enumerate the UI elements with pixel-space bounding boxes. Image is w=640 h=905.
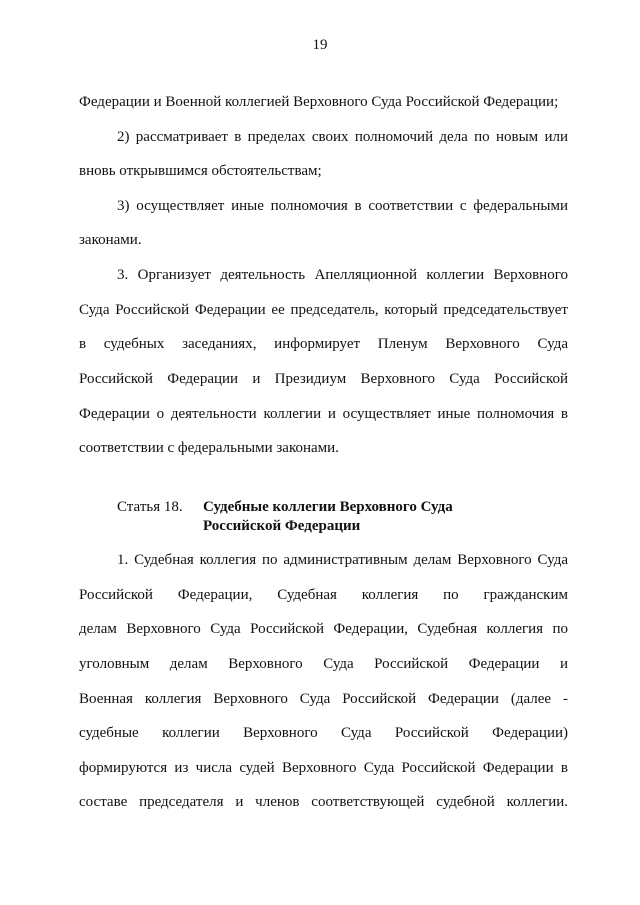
text-line: 2) рассматривает в пределах своих полномочий дела по новым или: [117, 129, 568, 145]
text-line: делам Верховного Суда Российской Федерации, Судебная коллегия по: [79, 621, 568, 637]
article-label: Статья 18.: [117, 499, 183, 515]
text-line: Российской Федерации и Президиум Верховного Суда Российской: [79, 371, 568, 387]
text-line: Российской Федерации, Судебная коллегия по гражданским: [79, 587, 568, 603]
text-line: Федерации и Военной коллегией Верховного Суда Российской Федерации;: [79, 94, 559, 110]
text-line: в судебных заседаниях, информирует Пленум Верховного Суда: [79, 336, 568, 352]
text-line: судебные коллегии Верховного Суда Российской Федерации): [79, 725, 568, 741]
text-line: 3) осуществляет иные полномочия в соответствии с федеральными: [117, 198, 568, 214]
text-line: законами.: [79, 232, 142, 248]
text-line: уголовным делам Верховного Суда Российской Федерации и: [79, 656, 568, 672]
page-number: 19: [312, 37, 328, 53]
text-line: Военная коллегия Верховного Суда Российской Федерации (далее -: [79, 691, 568, 707]
text-line: 1. Судебная коллегия по административным делам Верховного Суда: [117, 552, 568, 568]
text-line: Федерации о деятельности коллегии и осуществляет иные полномочия в: [79, 406, 568, 422]
text-line: составе председателя и членов соответствующей судебной коллегии.: [79, 794, 568, 810]
text-line: вновь открывшимся обстоятельствам;: [79, 163, 322, 179]
text-line: соответствии с федеральными законами.: [79, 440, 339, 456]
text-line: формируются из числа судей Верховного Суда Российской Федерации в: [79, 760, 568, 776]
text-line: Суда Российской Федерации ее председатель, который председательствует: [79, 302, 568, 318]
article-title-line2: Российской Федерации: [203, 518, 361, 534]
text-line: 3. Организует деятельность Апелляционной коллегии Верховного: [117, 267, 568, 283]
article-title-line1: Судебные коллегии Верховного Суда: [203, 499, 453, 515]
